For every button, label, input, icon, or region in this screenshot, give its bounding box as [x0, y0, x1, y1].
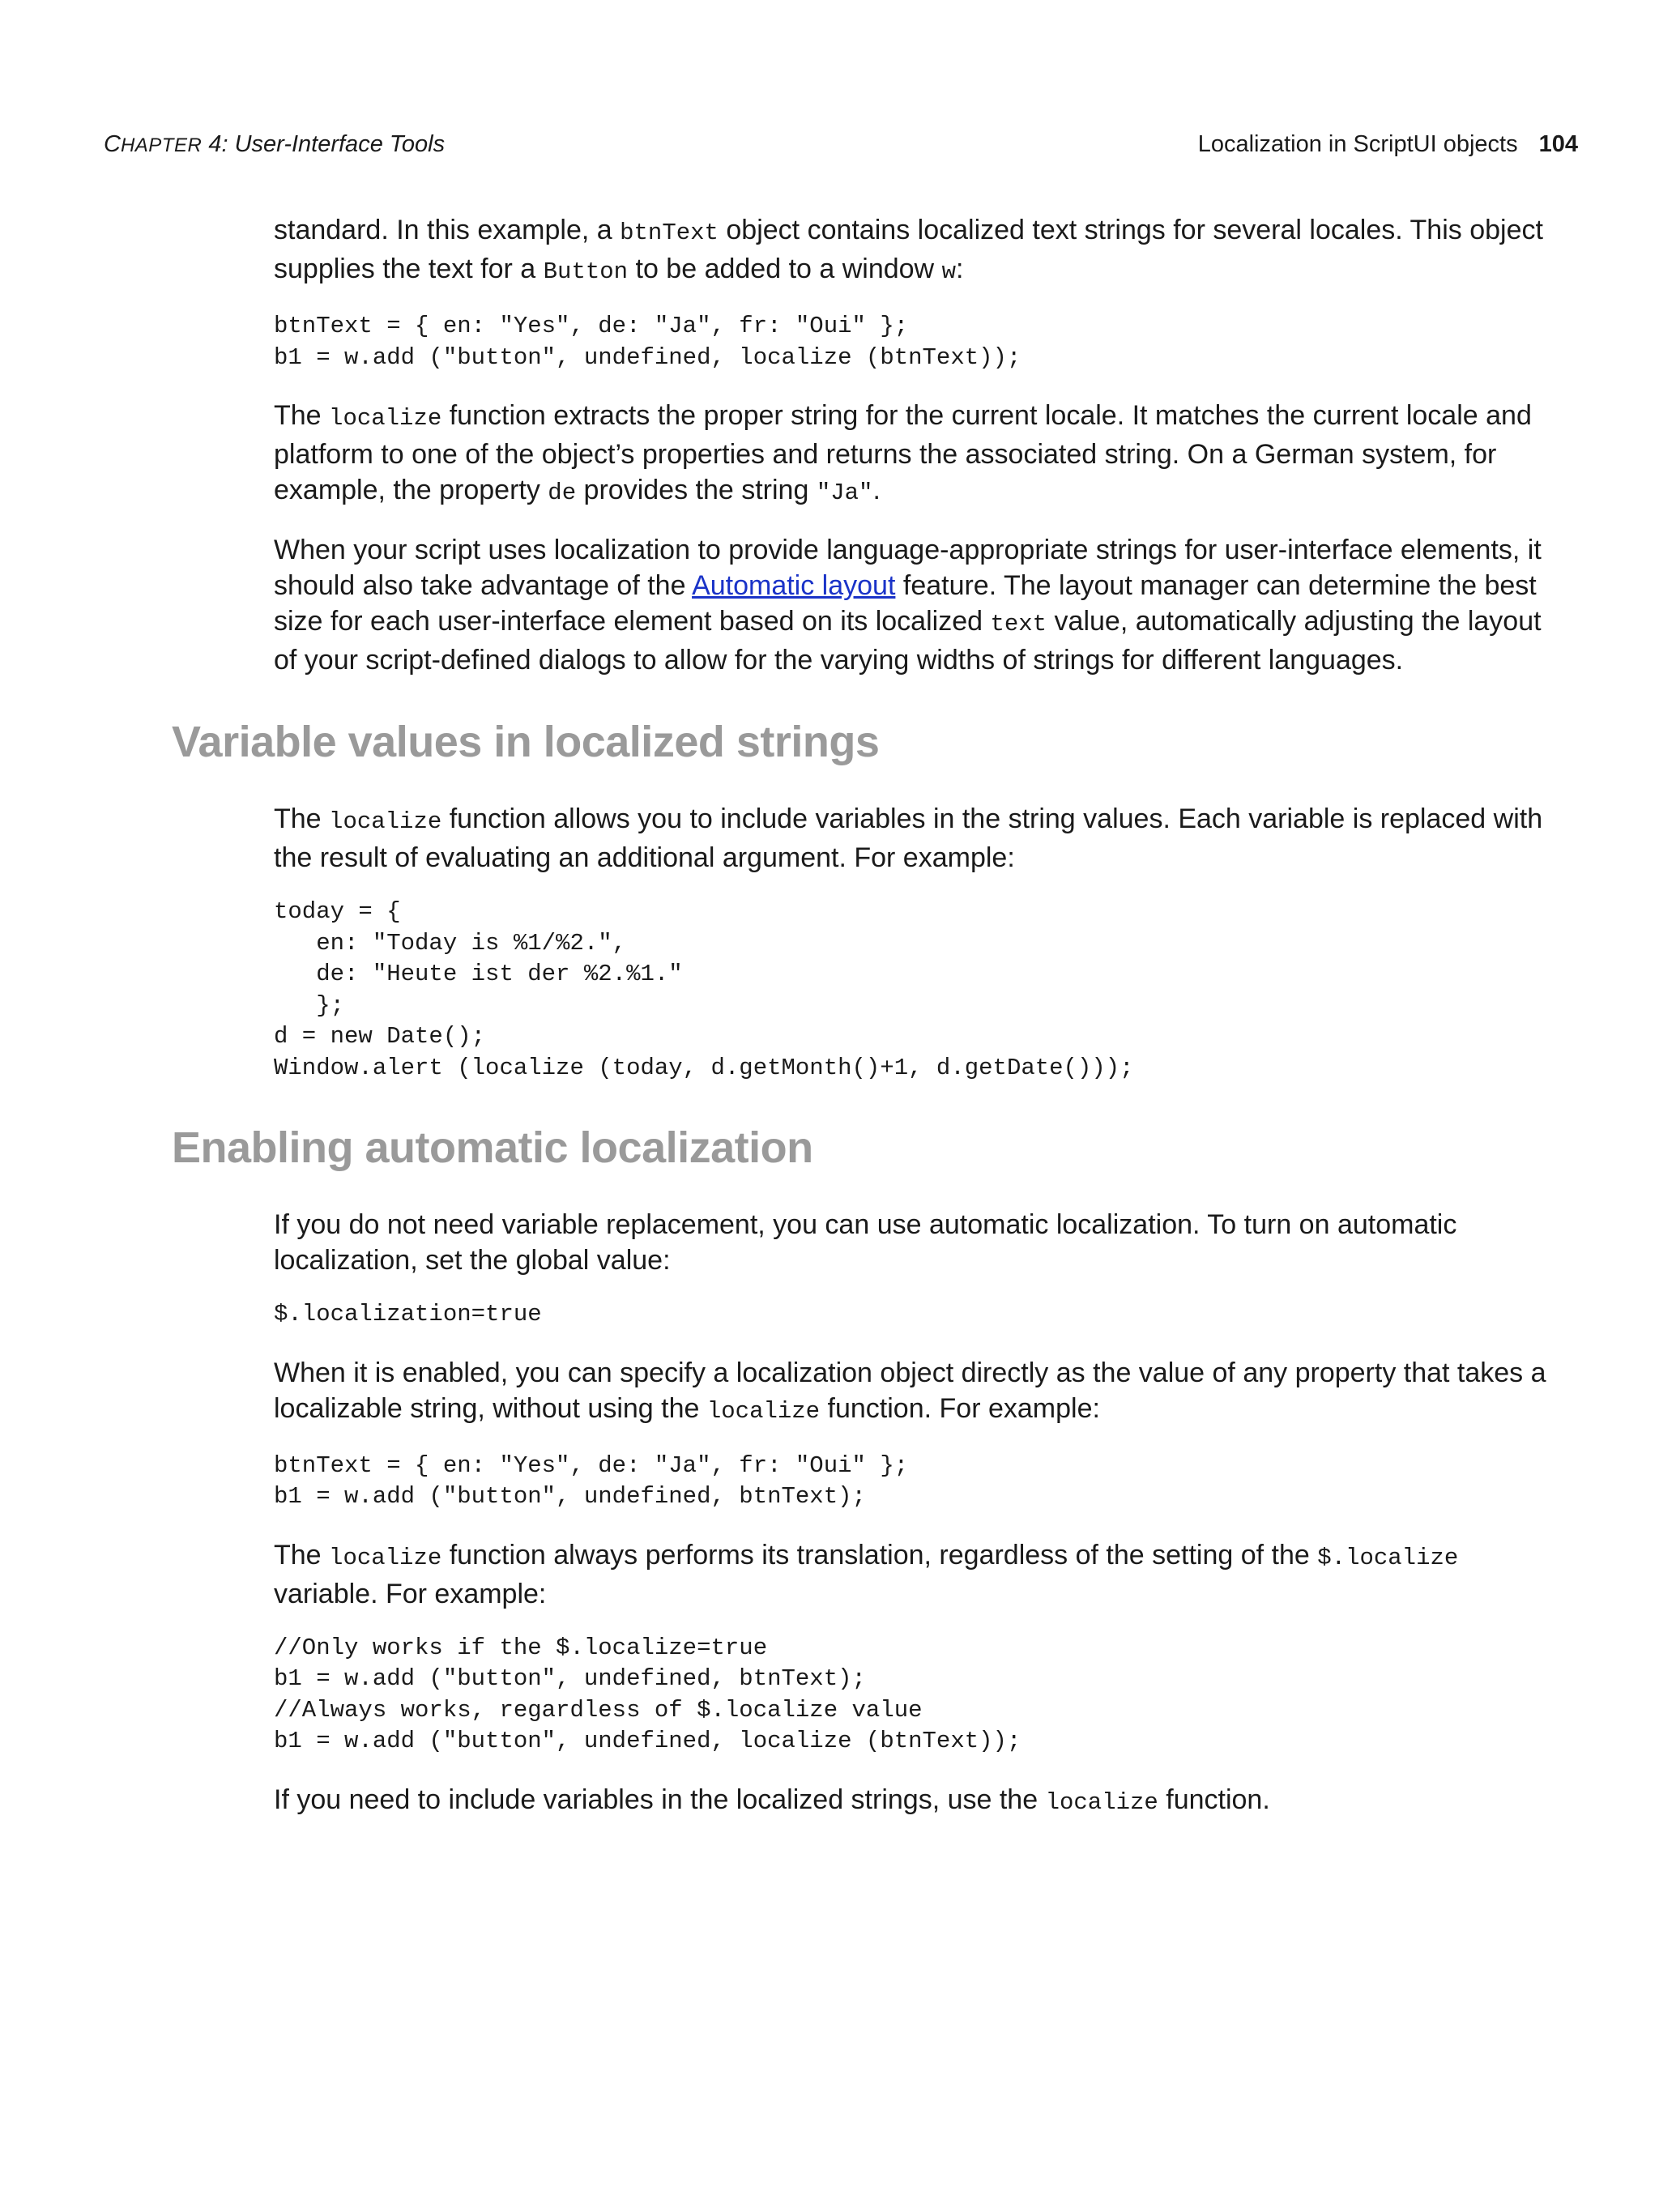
- heading-enabling-automatic-localization: Enabling automatic localization: [172, 1123, 813, 1172]
- code-block-3: $.localization=true: [274, 1301, 542, 1328]
- inline-code: $.localize: [1317, 1544, 1459, 1571]
- inline-code: localize: [706, 1397, 821, 1425]
- inline-code: de: [548, 479, 577, 506]
- code-block-5: //Only works if the $.localize=true b1 = w.add ("button", undefined, btnText); //Always works, regardless of $.localize value b1 = w.add ("button", undefined, localize (btnText));: [274, 1634, 1021, 1754]
- inline-code: Button: [543, 258, 629, 285]
- inline-code: text: [990, 611, 1047, 637]
- chapter-title: CHAPTER 4: User-Interface Tools: [104, 131, 446, 157]
- inline-code: localize: [329, 405, 442, 432]
- inline-code: localize: [329, 1544, 442, 1571]
- paragraph-intro: standard. In this example, a btnText object contains localized text strings for several locales. This object supplies the text for a Button to be added to a window w:: [274, 215, 1543, 285]
- header-right: [1198, 128, 1578, 160]
- paragraph-always-translates: The localize function always performs its translation, regardless of the setting of the $.localize variable. For example:: [274, 1539, 1459, 1609]
- running-header: [104, 128, 1578, 160]
- code-block-2: today = { en: "Today is %1/%2.", de: "Heute ist der %2.%1." }; d = new Date(); Window.alert (localize (today, d.getMonth()+1, d.getDate()));: [274, 898, 1134, 1081]
- inline-code: localize: [1045, 1788, 1158, 1816]
- paragraph-enabled: When it is enabled, you can specify a localization object directly as the value of any property that takes a localizable string, without using the localize function. For example:: [274, 1357, 1546, 1425]
- heading-variable-values: Variable values in localized strings: [172, 718, 880, 766]
- section-title: Localization in ScriptUI objects: [1197, 131, 1518, 157]
- automatic-layout-link[interactable]: Automatic layout: [692, 570, 896, 601]
- paragraph-localize-function: The localize function extracts the proper string for the current locale. It matches the current locale and platform to one of the object’s properties and returns the associated string. On a German system, for example, the property de provides the string "Ja".: [274, 400, 1532, 506]
- inline-code: "Ja": [816, 479, 873, 506]
- paragraph-automatic-layout: When your script uses localization to provide language-appropriate strings for user-interface elements, it should also take advantage of the Automatic layout feature. The layout manager can determine the best size for each user-interface element based on its localized text value, automatically adjusting the layout of your script-defined dialogs to allow for the varying widths of strings for different languages.: [274, 535, 1542, 676]
- paragraph-closing: If you need to include variables in the localized strings, use the localize function.: [274, 1784, 1270, 1816]
- paragraph-variables: The localize function allows you to include variables in the string values. Each variable is replaced with the result of evaluating an additional argument. For example:: [274, 803, 1543, 873]
- paragraph-automatic-localization: If you do not need variable replacement, you can use automatic localization. To turn on automatic localization, set the global value:: [274, 1209, 1457, 1276]
- inline-code: w: [941, 258, 956, 285]
- inline-code: localize: [329, 808, 442, 835]
- code-block-1: btnText = { en: "Yes", de: "Ja", fr: "Oui" }; b1 = w.add ("button", undefined, localize (btnText));: [274, 313, 1021, 371]
- page-number: 104: [1538, 131, 1578, 157]
- page-content: [0, 212, 1659, 1842]
- code-block-4: btnText = { en: "Yes", de: "Ja", fr: "Oui" }; b1 = w.add ("button", undefined, btnText);: [274, 1451, 909, 1510]
- inline-code: btnText: [620, 219, 719, 246]
